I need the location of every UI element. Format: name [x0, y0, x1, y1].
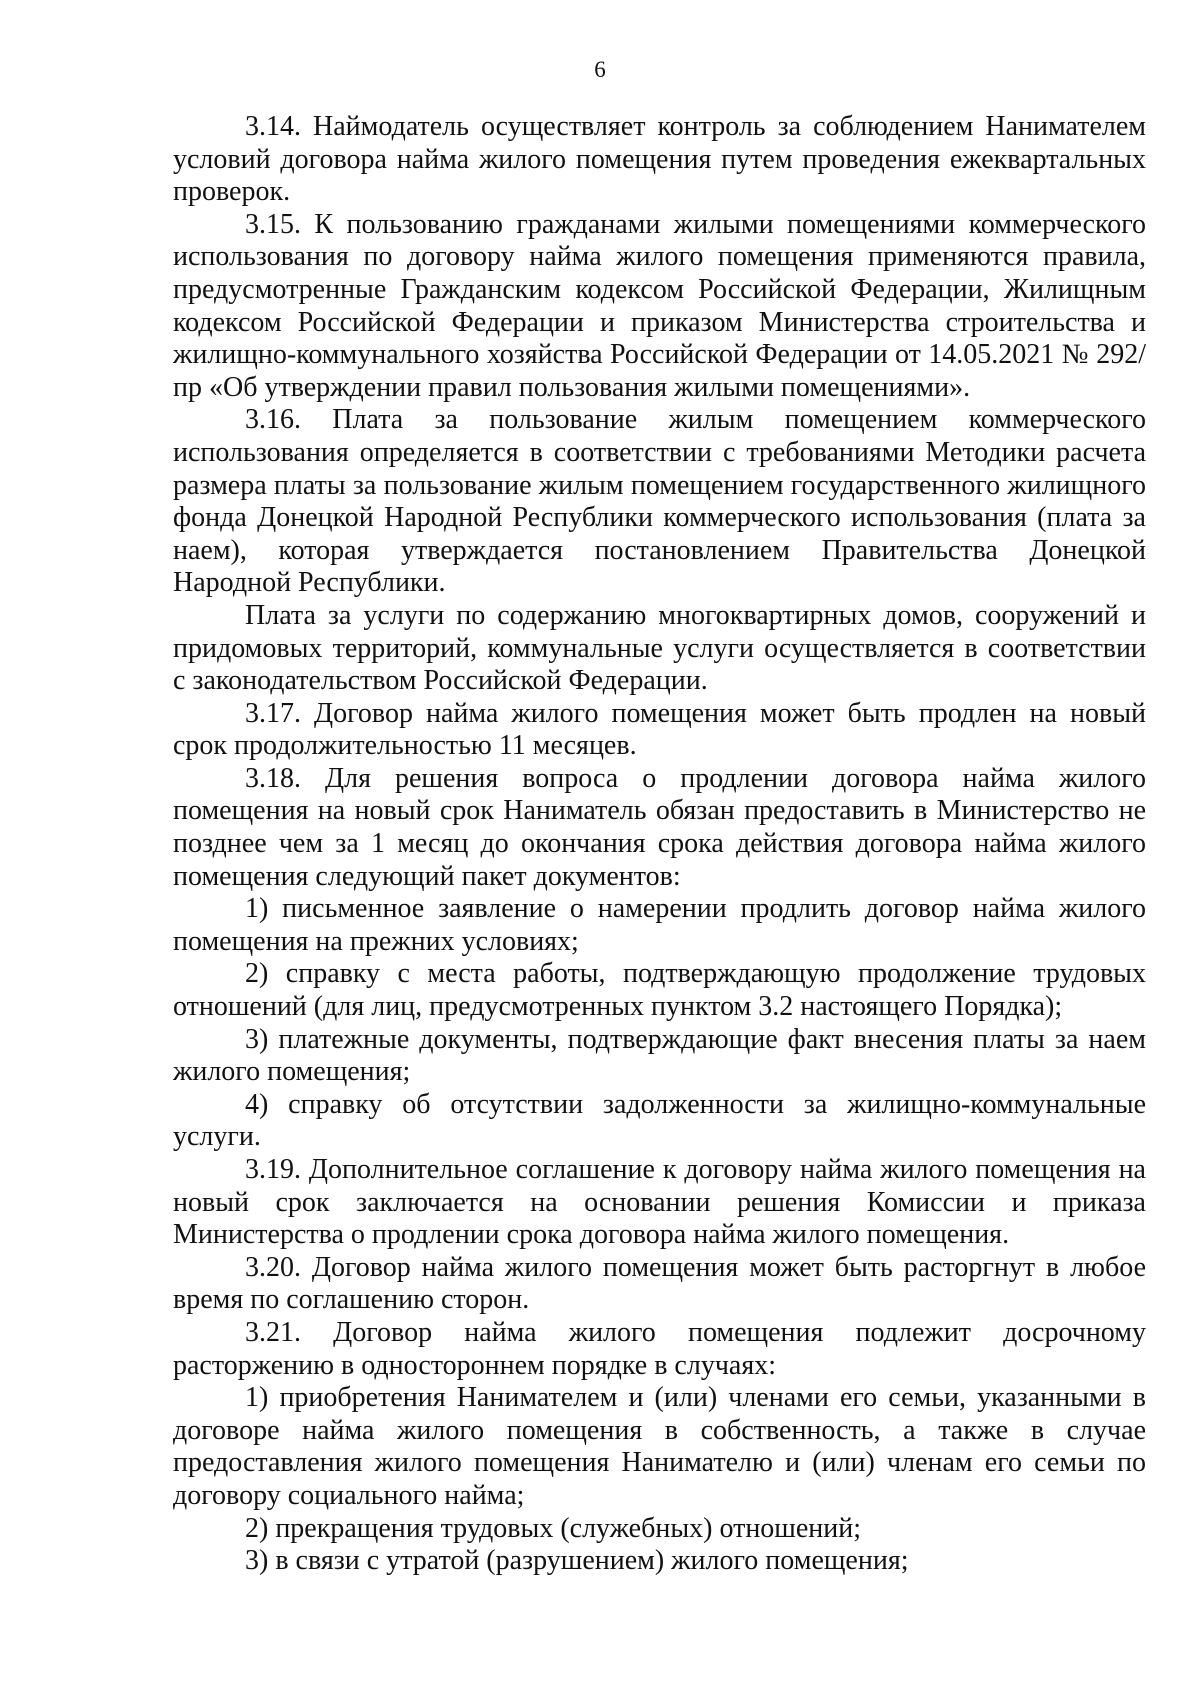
- list-item-3-18-2: 2) справку с места работы, подтверждающую продолжение трудовых отношений (для лиц, предусмотренных пунктом 3.2 настоящего Порядка);: [173, 958, 1146, 1023]
- list-item-3-18-1: 1) письменное заявление о намерении продлить договор найма жилого помещения на прежних условиях;: [173, 893, 1146, 957]
- document-body: [173, 111, 1146, 1578]
- paragraph-3-19: 3.19. Дополнительное соглашение к договору найма жилого помещения на новый срок заключается на основании решения Комиссии и приказа Министерства о продлении срока договора найма жилого помещения.: [173, 1154, 1146, 1251]
- paragraph-3-18: 3.18. Для решения вопроса о продлении договора найма жилого помещения на новый срок Наниматель обязан предоставить в Министерство не позднее чем за 1 месяц до окончания срока действия договора найма жилого помещения следующий пакет документов:: [173, 762, 1146, 892]
- list-item-3-21-3: 3) в связи с утратой (разрушением) жилого помещения;: [245, 1545, 909, 1577]
- paragraph-3-20: 3.20. Договор найма жилого помещения может быть расторгнут в любое время по соглашению сторон.: [173, 1251, 1146, 1316]
- list-item-3-21-1: 1) приобретения Нанимателем и (или) членами его семьи, указанными в договоре найма жилого помещения в собственность, а также в случае предоставления жилого помещения Нанимателю и (или) членам его семьи по договору социального найма;: [173, 1382, 1146, 1511]
- paragraph-3-21: 3.21. Договор найма жилого помещения подлежит досрочному расторжению в одностороннем порядке в случаях:: [173, 1316, 1146, 1381]
- paragraph-3-16-services-fee: Плата за услуги по содержанию многоквартирных домов, сооружений и придомовых территорий, коммунальные услуги осуществляется в соответствии с законодательством Российской Федерации.: [173, 599, 1146, 697]
- paragraph-3-15: 3.15. К пользованию гражданами жилыми помещениями коммерческого использования по договору найма жилого помещения применяются правила, предусмотренные Гражданским кодексом Российской Федерации, Жилищным кодексом Российской Федерации и приказом Министерства строительства и жилищно-коммунального хозяйства Российской Федерации от 14.05.2021 № 292/пр «Об утверждении правил пользования жилыми помещениями».: [173, 208, 1146, 403]
- list-item-3-18-3: 3) платежные документы, подтверждающие факт внесения платы за наем жилого помещения;: [173, 1023, 1146, 1088]
- paragraph-3-14: 3.14. Наймодатель осуществляет контроль за соблюдением Нанимателем условий договора найма жилого помещения путем проведения ежеквартальных проверок.: [173, 111, 1146, 208]
- page-number: 6: [594, 57, 606, 82]
- paragraph-3-17: 3.17. Договор найма жилого помещения может быть продлен на новый срок продолжительностью 11 месяцев.: [173, 697, 1146, 762]
- paragraph-3-16: 3.16. Плата за пользование жилым помещением коммерческого использования определяется в соответствии с требованиями Методики расчета размера платы за пользование жилым помещением государственного жилищного фонда Донецкой Народной Республики коммерческого использования (плата за наем), которая утверждается постановлением Правительства Донецкой Народной Республики.: [173, 404, 1146, 599]
- list-item-3-21-2: 2) прекращения трудовых (служебных) отношений;: [245, 1512, 862, 1544]
- list-item-3-18-4: 4) справку об отсутствии задолженности за жилищно-коммунальные услуги.: [173, 1088, 1146, 1153]
